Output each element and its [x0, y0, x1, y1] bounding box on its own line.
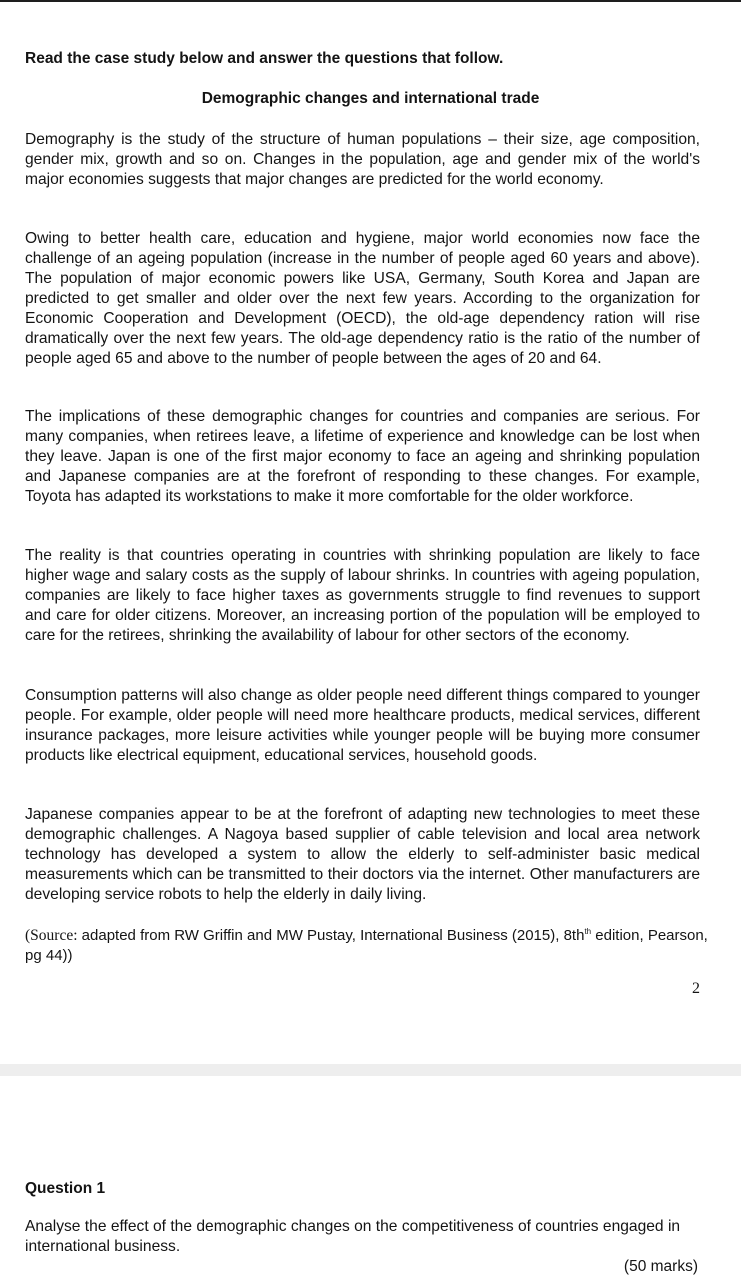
question-text: Analyse the effect of the demographic changes on the competitiveness of countries engaged in international business.: [25, 1218, 681, 1255]
page-separator: [0, 1064, 741, 1076]
question-marks: (50 marks): [623, 1258, 698, 1275]
source-citation: [25, 926, 715, 966]
paragraph-demography-definition: Demography is the study of the structure of human populations – their size, age composition, gender mix, growth and so on. Changes in the population, age and gender mix of the world's major economies suggests that major changes are predicted for the world economy.: [25, 131, 700, 188]
paragraph-ageing-population: Owing to better health care, education and hygiene, major world economies now face the challenge of an ageing population (increase in the number of people aged 60 years and above). The population of major economic powers like USA, Germany, South Korea and Japan are predicted to get smaller and older over the next few years. According to the organization for Economic Cooperation and Development (OECD), the old-age dependency ration will rise dramatically over the next few years. The old-age dependency ratio is the ratio of the number of people aged 65 and above to the number of people between the ages of 20 and 64.: [25, 230, 700, 367]
paragraph-implications: The implications of these demographic changes for countries and companies are serious. For many companies, when retirees leave, a lifetime of experience and knowledge can be lost when they leave. Japan is one of the first major economy to face an ageing and shrinking population and Japanese companies are at the forefront of responding to these changes. For example, Toyota has adapted its workstations to make it more comfortable for the older workforce.: [25, 408, 700, 505]
source-label: (Source:: [25, 927, 78, 944]
case-study-title: Demographic changes and international trade: [201, 90, 540, 107]
paragraph-consumption-patterns: Consumption patterns will also change as older people need different things compared to younger people. For example, older people will need more healthcare products, medical services, different insurance packages, more leisure activities while younger people will be buying more consumer products like electrical equipment, educational services, household goods.: [25, 687, 701, 764]
instruction-text: Read the case study below and answer the questions that follow.: [25, 50, 504, 67]
source-text-end: edition, Pearson, pg 44)): [25, 927, 708, 964]
source-text: adapted from RW Griffin and MW Pustay, International Business (2015), 8th: [77, 927, 585, 944]
page-number: 2: [692, 980, 700, 997]
question-heading: Question 1: [25, 1180, 106, 1197]
top-border-line: [0, 0, 741, 2]
paragraph-japanese-technology: Japanese companies appear to be at the forefront of adapting new technologies to meet these demographic challenges. A Nagoya based supplier of cable television and local area network technology has developed a system to allow the elderly to self-administer basic medical measurements which can be transmitted to their doctors via the internet. Other manufacturers are developing service robots to help the elderly in daily living.: [25, 806, 700, 903]
edition-superscript: th: [584, 927, 592, 936]
paragraph-labour-costs: The reality is that countries operating in countries with shrinking population are likely to face higher wage and salary costs as the supply of labour shrinks. In countries with ageing population, companies are likely to face higher taxes as governments struggle to find revenues to support and care for older citizens. Moreover, an increasing portion of the population will be employed to care for the retirees, shrinking the availability of labour for other sectors of the economy.: [25, 547, 700, 644]
